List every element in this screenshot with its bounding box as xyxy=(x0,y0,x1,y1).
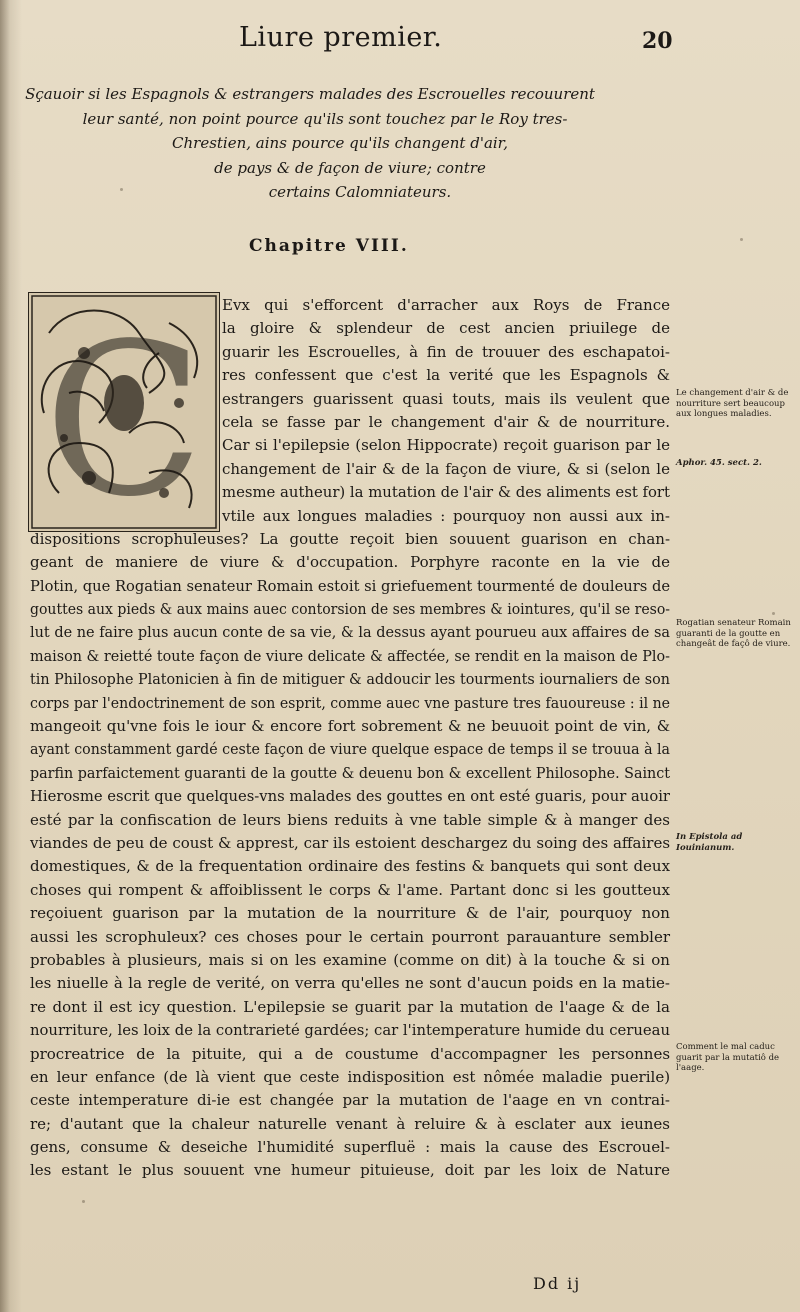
text-line: maison & reietté toute façon de viure delicate & affectée, se rendit en la maison de Plo- xyxy=(30,646,670,665)
text-line: ayant constamment gardé ceste façon de viure quelque espace de temps il se trouua à la xyxy=(30,740,671,759)
margin-note: Rogatian senateur Romain guaranti de la goutte en changeât de façô de viure. xyxy=(676,618,791,649)
signature-mark: Dd ij xyxy=(533,1274,582,1293)
text-line: gouttes aux pieds & aux mains auec contorsion de ses membres & iointures, qu'il se reso- xyxy=(30,600,671,619)
paper-speck xyxy=(82,1200,85,1203)
text-line: cela se fasse par le changement d'air & de nourriture. xyxy=(222,412,670,431)
text-line: vtile aux longues maladies : pourquoy non aussi aux in- xyxy=(222,506,670,525)
text-line: changement de l'air & de la façon de viure, & si (selon le xyxy=(222,459,670,478)
chapter-summary-heading xyxy=(25,82,620,205)
text-line: procreatrice de la pituite, qui a de coustume d'accompagner les personnes xyxy=(30,1044,671,1063)
text-line: re; d'autant que la chaleur naturelle venant à reluire & à esclater aux ieunes xyxy=(30,1114,671,1133)
text-line: la gloire & splendeur de cest ancien priuilege de xyxy=(222,319,671,338)
text-line: mangeoit qu'vne fois le iour & encore fort sobrement & ne beuuoit point de vin, & xyxy=(30,717,671,736)
paper-speck xyxy=(740,238,743,241)
body-text xyxy=(30,294,670,1183)
heading-line: leur santé, non point pource qu'ils sont touchez par le Roy tres- xyxy=(82,109,568,128)
paper-speck xyxy=(120,188,123,191)
paper-speck xyxy=(772,612,775,615)
text-line: tin Philosophe Platonicien à fin de mitiguer & addoucir les tourments iournaliers de son xyxy=(30,670,670,689)
text-line: estrangers guarissent quasi touts, mais ils veulent que xyxy=(222,389,670,408)
text-line: esté par la confiscation de leurs biens reduits à vne table simple & à manger des xyxy=(30,810,670,829)
svg-text:C: C xyxy=(43,298,205,531)
text-line: res confessent que c'est la verité que les Espagnols & xyxy=(222,366,671,385)
heading-line: de pays & de façon de viure; contre xyxy=(214,158,486,177)
text-line: gens, consume & deseiche l'humidité superfluë : mais la cause des Escrouel- xyxy=(30,1138,670,1157)
text-line: Evx qui s'efforcent d'arracher aux Roys de France xyxy=(222,296,670,314)
text-line: domestiques, & de la frequentation ordinaire des festins & banquets qui sont deux xyxy=(30,857,671,876)
text-line: Plotin, que Rogatian senateur Romain estoit si griefuement tourmenté de douleurs de xyxy=(30,576,671,595)
text-line: choses qui rompent & affoiblissent le corps & l'ame. Partant donc si les goutteux xyxy=(30,880,670,899)
text-line: lut de ne faire plus aucun conte de sa vie, & la dessus ayant pourueu aux affaires de sa xyxy=(30,623,670,642)
margin-note: Aphor. 45. sect. 2. xyxy=(676,458,762,468)
text-line: aussi les scrophuleux? ces choses pour le certain pourront parauanture sembler xyxy=(30,927,671,946)
text-line: en leur enfance (de là vient que ceste indisposition est nômée maladie puerile) xyxy=(30,1067,671,1086)
text-line: les estant le plus souuent vne humeur pituieuse, doit par les loix de Nature xyxy=(30,1161,671,1180)
heading-line: certains Calomniateurs. xyxy=(268,183,452,201)
text-line: les niuelle à la regle de verité, on verra qu'elles ne sont d'aucun poids en la matie- xyxy=(30,974,670,993)
text-line: probables à plusieurs, mais si on les examine (comme on dit) à la touche & si on xyxy=(30,950,670,969)
running-title: Liure premier. xyxy=(239,22,443,53)
margin-note: Le changement d'air & de nourriture sert beaucoup aux longues maladies. xyxy=(676,388,789,419)
text-line: Hierosme escrit que quelques-vns malades des gouttes en ont esté guaris, pour auoir xyxy=(30,787,670,806)
text-line: parfin parfaictement guaranti de la goutte & deuenu bon & excellent Philosophe. Sainct xyxy=(30,763,670,782)
margin-note: Comment le mal caduc guarit par la mutatiô de l'aage. xyxy=(676,1042,780,1073)
text-line: geant de maniere de viure & d'occupation. Porphyre raconte en la vie de xyxy=(30,553,671,572)
text-line: ceste intemperature di-ie est changée par la mutation de l'aage en vn contrai- xyxy=(30,1091,670,1110)
text-line: corps par l'endoctrinement de son esprit, comme auec vne pasture tres fauoureuse : il ne xyxy=(30,693,670,712)
text-line: reçoiuent guarison par la mutation de la nourriture & de l'air, pourquoy non xyxy=(30,904,670,923)
text-line: mesme autheur) la mutation de l'air & des aliments est fort xyxy=(222,483,670,502)
text-line: dispositions scrophuleuses? La goutte reçoit bien souuent guarison en chan- xyxy=(30,529,671,548)
text-line: nourriture, les loix de la contrarieté gardées; car l'intemperature humide du cerueau xyxy=(30,1021,670,1040)
page-number: 20 xyxy=(642,28,673,54)
chapter-title: Chapitre VIII. xyxy=(249,236,409,256)
text-line: Car si l'epilepsie (selon Hippocrate) reçoit guarison par le xyxy=(222,436,670,455)
heading-line: Chrestien, ains pource qu'ils changent d'air, xyxy=(172,134,508,152)
heading-line: Sçauoir si les Espagnols & estrangers malades des Escrouelles recouurent xyxy=(25,85,595,103)
text-line: viandes de peu de coust & apprest, car ils estoient deschargez du soing des affaires xyxy=(30,833,671,852)
running-head xyxy=(0,22,800,62)
margin-note: In Epistola ad Iouinianum. xyxy=(676,832,743,853)
text-line: guarir les Escrouelles, à fin de trouuer des eschapatoi- xyxy=(222,342,670,361)
text-line: re dont il est icy question. L'epilepsie se guarit par la mutation de l'aage & de la xyxy=(30,997,670,1016)
